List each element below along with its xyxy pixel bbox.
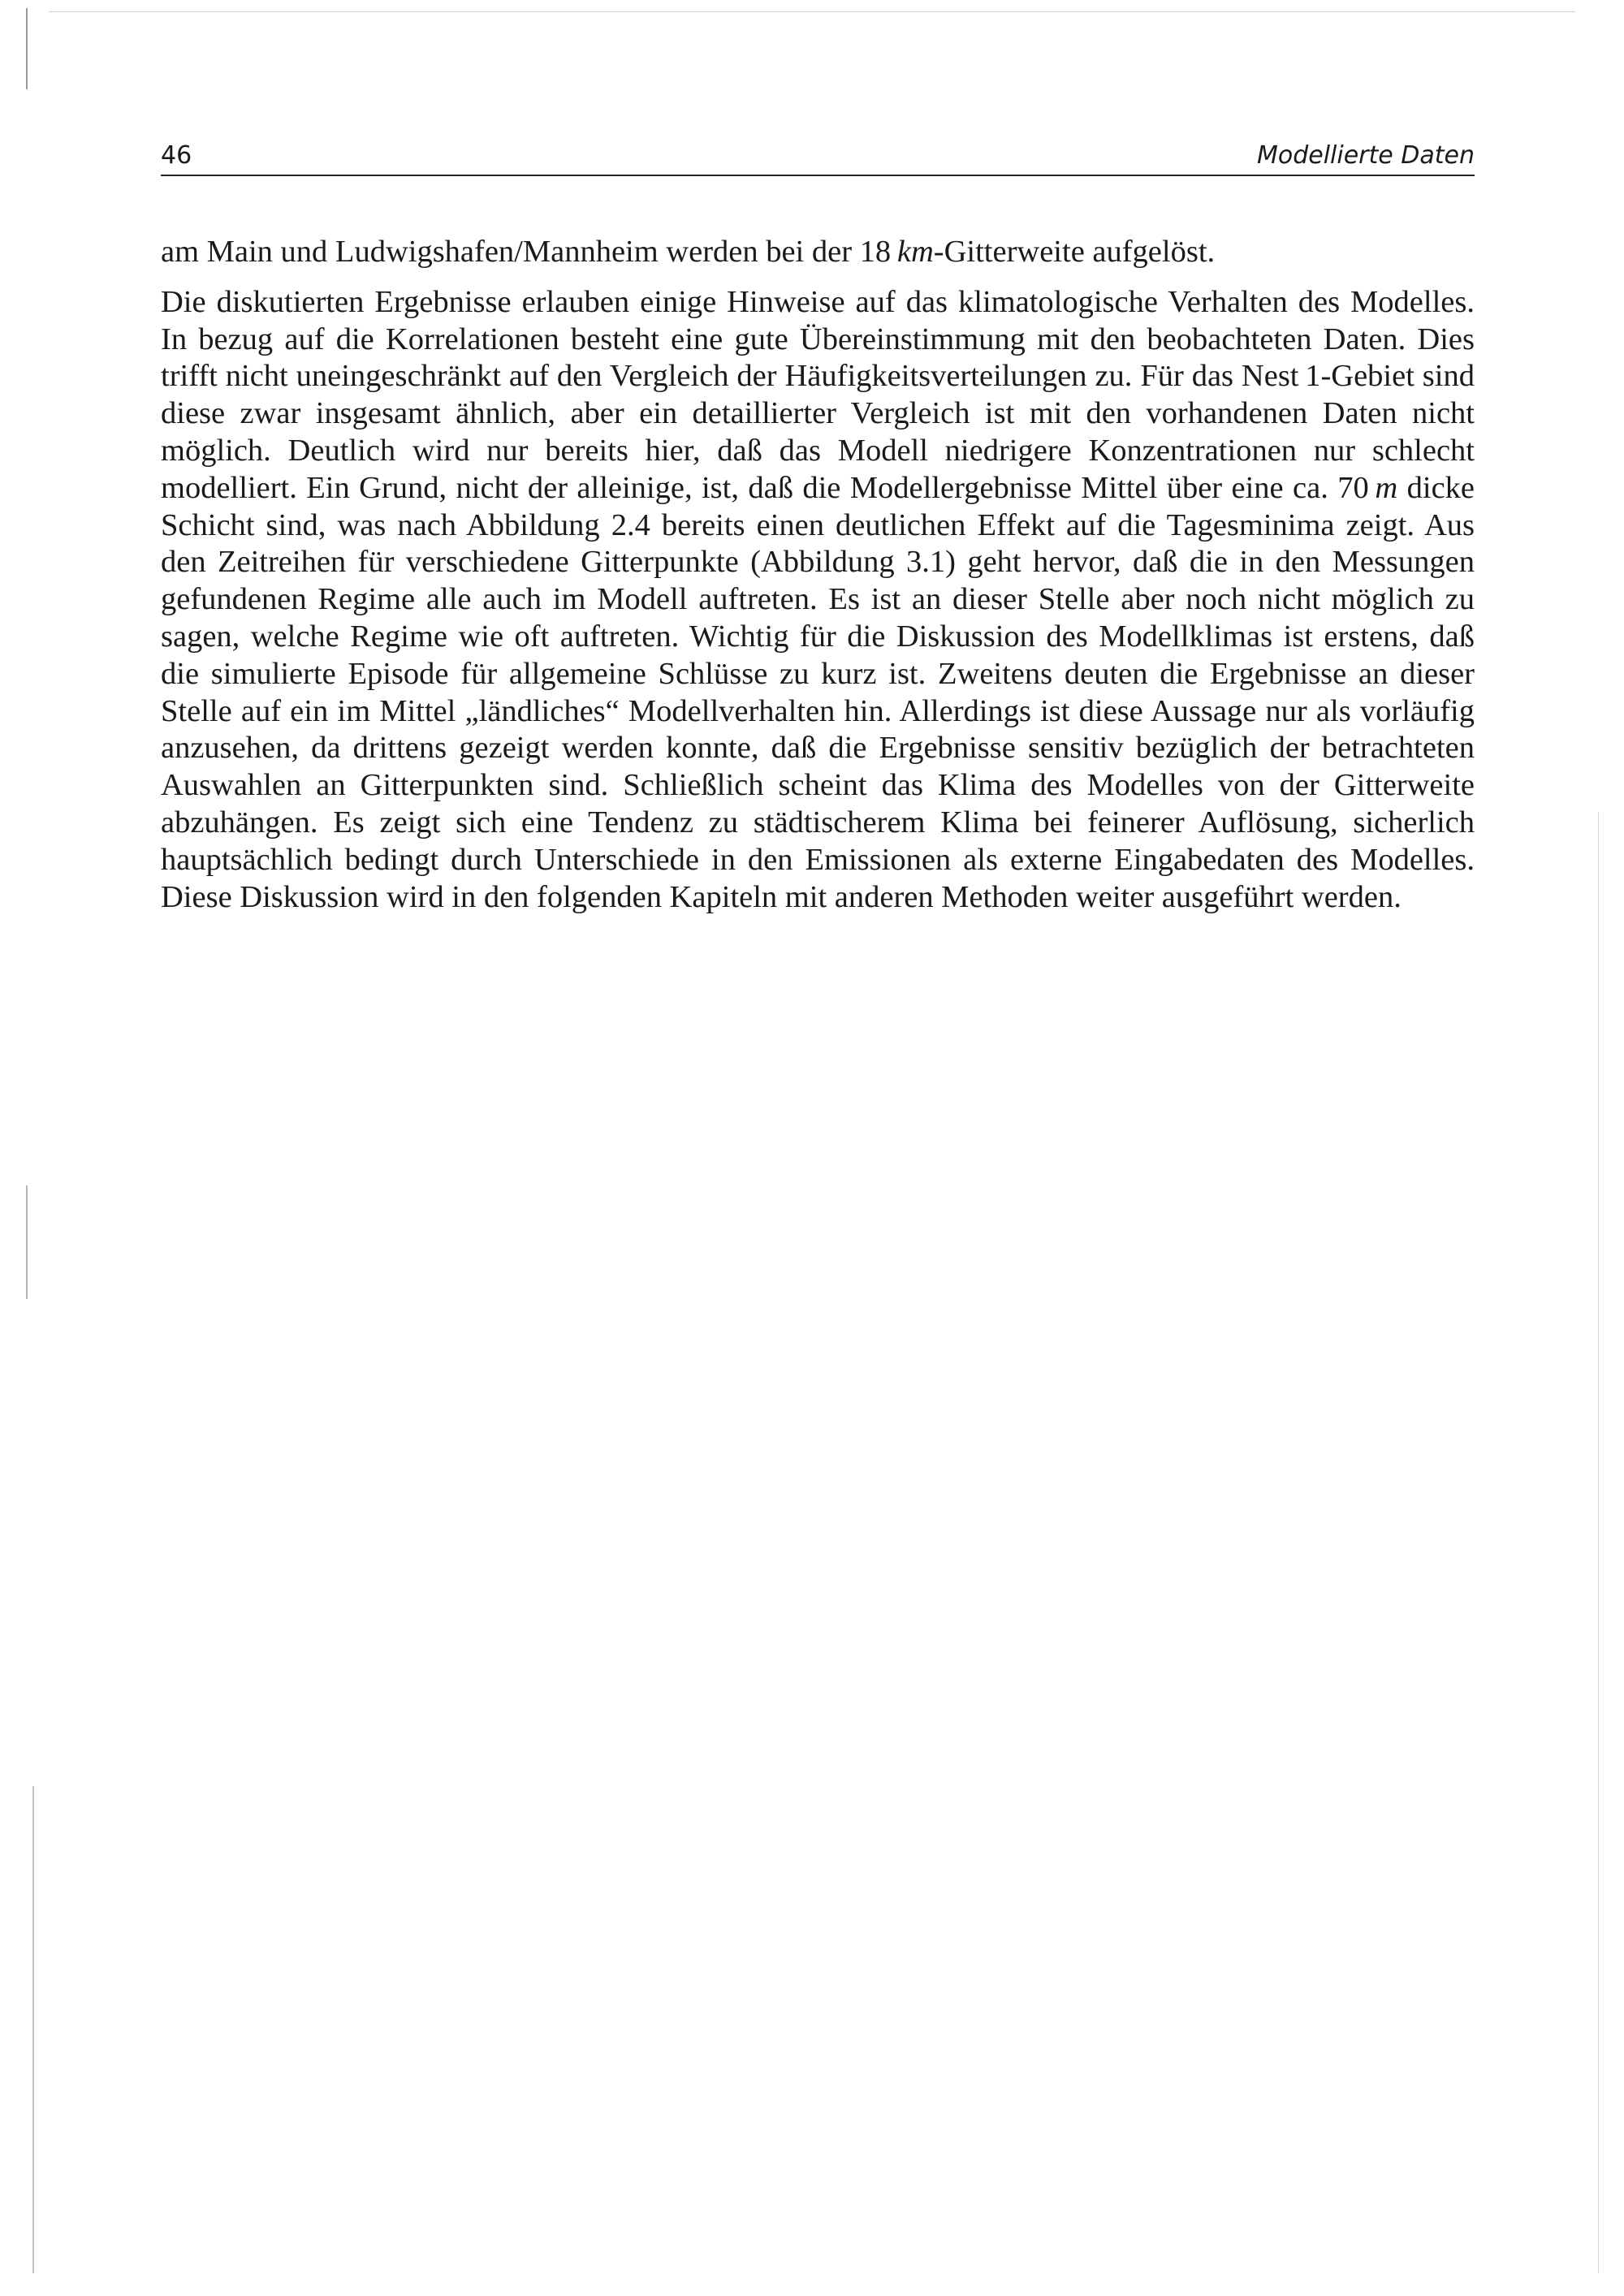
text-run: -Gitterweite aufgelöst. <box>933 235 1216 269</box>
text-run: Die diskutierten Ergebnisse erlauben einige Hinweise auf das klimatologische Verhalten des Modelles. In bezug auf die Korrelationen besteht eine gute Übereinstimmung mit den beobachteten Daten. Dies trifft nicht uneingeschränkt auf den Vergleich der Häufigkeitsverteilungen zu. Für das Nest 1-Gebiet sind diese zwar insgesamt ähnlich, aber ein detaillierter Vergleich ist mit den vorhandenen Daten nicht möglich. Deutlich wird nur bereits hier, daß das Modell niedrigere Konzentrationen nur schlecht modelliert. Ein Grund, nicht der alleinige, ist, daß die Modellergebnisse Mittel über eine ca. 70 <box>161 284 1475 505</box>
header-rule <box>161 175 1475 176</box>
unit-symbol: km <box>896 235 934 269</box>
page-number: 46 <box>161 141 192 170</box>
scan-artifact-edge <box>49 11 1575 12</box>
page-header <box>161 138 1475 179</box>
scan-artifact-edge <box>1598 812 1599 2273</box>
unit-symbol: m <box>1375 470 1398 505</box>
text-run: am Main und Ludwigshafen/Mannheim werden bei der 18 <box>161 235 897 269</box>
body-text <box>161 234 1475 916</box>
scan-artifact-edge <box>26 1185 28 1299</box>
scan-artifact-edge <box>26 8 28 89</box>
paragraph <box>161 284 1475 917</box>
paragraph <box>161 234 1475 271</box>
running-head: Modellierte Daten <box>1256 141 1475 170</box>
scan-artifact-edge <box>32 1786 34 2273</box>
text-run: dicke Schicht sind, was nach Abbildung 2.4 bereits einen deutlichen Effekt auf die Tagesminima zeigt. Aus den Zeitreihen für verschiedene Gitterpunkte (Abbildung 3.1) geht hervor, daß die in den Messungen gefundenen Regime alle auch im Modell auftreten. Es ist an dieser Stelle aber noch nicht möglich zu sagen, welche Regime wie oft auftreten. Wichtig für die Diskussion des Modellklimas ist erstens, daß die simulierte Episode für allgemeine Schlüsse zu kurz ist. Zweitens deuten die Ergebnisse an dieser Stelle auf ein im Mittel „ländliches“ Modellverhalten hin. Allerdings ist diese Aussage nur als vorläufig anzusehen, da drittens gezeigt werden konnte, daß die Ergebnisse sensitiv bezüglich der betrachteten Auswahlen an Gitterpunkten sind. Schließlich scheint das Klima des Modelles von der Gitterweite abzuhängen. Es zeigt sich eine Tendenz zu städtischerem Klima bei feinerer Auflösung, sicherlich hauptsächlich bedingt durch Unterschiede in den Emissionen als externe Eingabedaten des Modelles. Diese Diskussion wird in den folgenden Kapiteln mit anderen Methoden weiter ausgeführt werden. <box>161 470 1475 914</box>
